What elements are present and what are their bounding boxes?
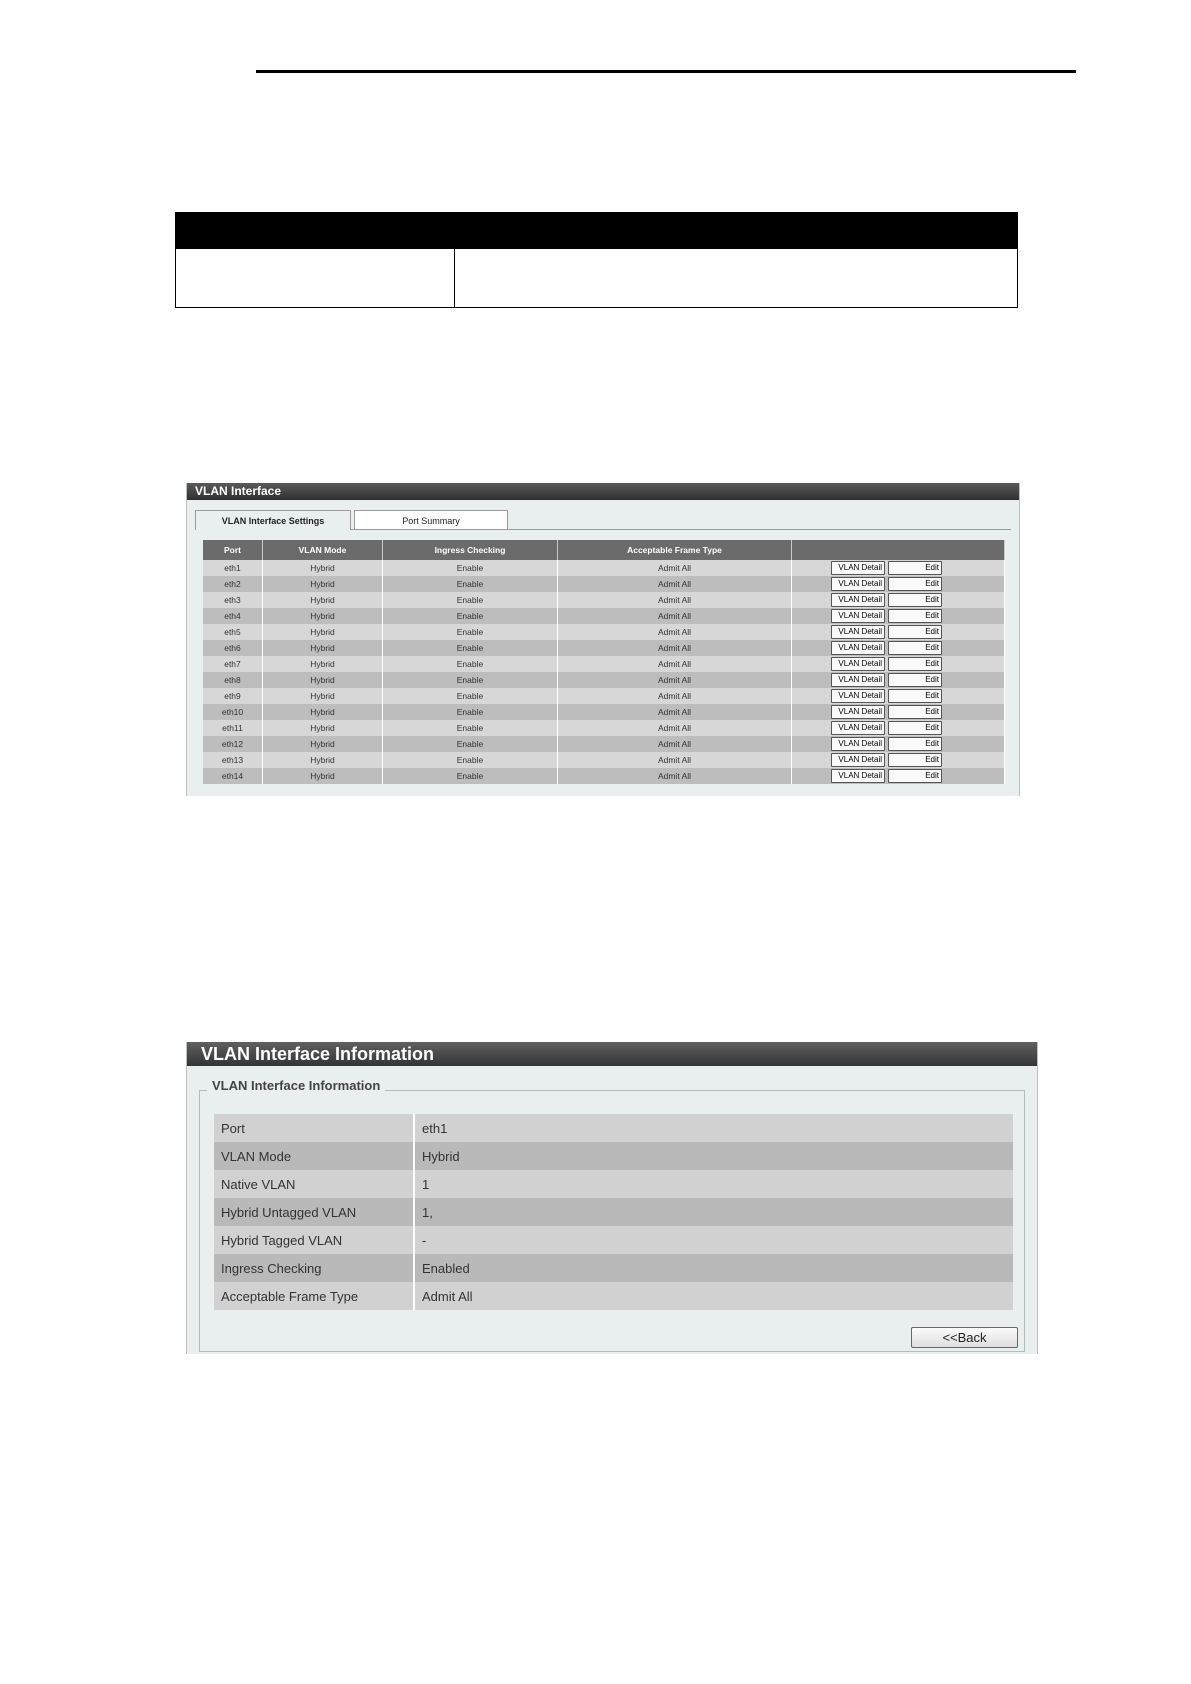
edit-button[interactable]: Edit <box>888 641 942 655</box>
vlan-mode-cell: Hybrid <box>263 704 383 720</box>
edit-button[interactable]: Edit <box>888 593 942 607</box>
column-header-acceptable-frame-type: Acceptable Frame Type <box>558 540 792 560</box>
edit-button[interactable]: Edit <box>888 625 942 639</box>
edit-button[interactable]: Edit <box>888 561 942 575</box>
info-label: Port <box>214 1114 414 1142</box>
port-cell: eth3 <box>203 592 263 608</box>
table-row <box>203 560 1005 576</box>
table-row <box>203 704 1005 720</box>
actions-cell <box>792 592 1005 608</box>
frame-type-cell: Admit All <box>558 608 792 624</box>
ingress-checking-cell: Enable <box>383 608 558 624</box>
frame-type-cell: Admit All <box>558 704 792 720</box>
info-label: Hybrid Tagged VLAN <box>214 1226 414 1254</box>
info-label: Hybrid Untagged VLAN <box>214 1198 414 1226</box>
column-header-vlan-mode: VLAN Mode <box>263 540 383 560</box>
actions-cell <box>792 752 1005 768</box>
vlan-interface-table <box>203 540 1005 784</box>
edit-button[interactable]: Edit <box>888 609 942 623</box>
table-row <box>203 736 1005 752</box>
table-row <box>203 592 1005 608</box>
tab-divider <box>351 529 1011 530</box>
ingress-checking-cell: Enable <box>383 720 558 736</box>
vlan-mode-cell: Hybrid <box>263 736 383 752</box>
ingress-checking-cell: Enable <box>383 752 558 768</box>
actions-cell <box>792 688 1005 704</box>
vlan-mode-cell: Hybrid <box>263 688 383 704</box>
actions-cell <box>792 672 1005 688</box>
actions-cell <box>792 768 1005 784</box>
info-value: Hybrid <box>414 1142 1013 1170</box>
info-value: - <box>414 1226 1013 1254</box>
info-row <box>214 1226 1013 1254</box>
window-title: VLAN Interface Information <box>187 1042 1037 1066</box>
tab-vlan-interface-settings[interactable]: VLAN Interface Settings <box>195 510 351 530</box>
actions-cell <box>792 640 1005 656</box>
table-row <box>203 688 1005 704</box>
edit-button[interactable]: Edit <box>888 737 942 751</box>
port-cell: eth4 <box>203 608 263 624</box>
vlan-detail-button[interactable]: VLAN Detail <box>831 577 885 591</box>
table-row <box>203 720 1005 736</box>
info-value: 1, <box>414 1198 1013 1226</box>
actions-cell <box>792 704 1005 720</box>
port-cell: eth9 <box>203 688 263 704</box>
ingress-checking-cell: Enable <box>383 736 558 752</box>
column-header-ingress-checking: Ingress Checking <box>383 540 558 560</box>
port-cell: eth2 <box>203 576 263 592</box>
actions-cell <box>792 624 1005 640</box>
info-row <box>214 1114 1013 1142</box>
edit-button[interactable]: Edit <box>888 657 942 671</box>
table-row <box>203 640 1005 656</box>
info-row <box>214 1170 1013 1198</box>
info-value: 1 <box>414 1170 1013 1198</box>
port-cell: eth5 <box>203 624 263 640</box>
info-label: Native VLAN <box>214 1170 414 1198</box>
frame-type-cell: Admit All <box>558 624 792 640</box>
info-label: Acceptable Frame Type <box>214 1282 414 1310</box>
vlan-detail-button[interactable]: VLAN Detail <box>831 705 885 719</box>
edit-button[interactable]: Edit <box>888 577 942 591</box>
ingress-checking-cell: Enable <box>383 592 558 608</box>
vlan-mode-cell: Hybrid <box>263 672 383 688</box>
actions-cell <box>792 656 1005 672</box>
ingress-checking-cell: Enable <box>383 576 558 592</box>
vlan-mode-cell: Hybrid <box>263 592 383 608</box>
info-row <box>214 1254 1013 1282</box>
info-value: Admit All <box>414 1282 1013 1310</box>
vlan-mode-cell: Hybrid <box>263 560 383 576</box>
ingress-checking-cell: Enable <box>383 656 558 672</box>
table-row <box>203 656 1005 672</box>
table-row <box>203 672 1005 688</box>
port-cell: eth11 <box>203 720 263 736</box>
window-title: VLAN Interface <box>187 483 1019 500</box>
frame-type-cell: Admit All <box>558 752 792 768</box>
vlan-mode-cell: Hybrid <box>263 720 383 736</box>
vlan-detail-button[interactable]: VLAN Detail <box>831 769 885 783</box>
info-label: Ingress Checking <box>214 1254 414 1282</box>
port-cell: eth8 <box>203 672 263 688</box>
info-label: VLAN Mode <box>214 1142 414 1170</box>
frame-type-cell: Admit All <box>558 592 792 608</box>
frame-type-cell: Admit All <box>558 736 792 752</box>
frame-type-cell: Admit All <box>558 576 792 592</box>
port-cell: eth14 <box>203 768 263 784</box>
vlan-detail-button[interactable]: VLAN Detail <box>831 625 885 639</box>
frame-type-cell: Admit All <box>558 688 792 704</box>
info-row <box>214 1198 1013 1226</box>
frame-type-cell: Admit All <box>558 656 792 672</box>
column-header-port: Port <box>203 540 263 560</box>
vlan-detail-button[interactable]: VLAN Detail <box>831 609 885 623</box>
info-value: eth1 <box>414 1114 1013 1142</box>
vlan-detail-button[interactable]: VLAN Detail <box>831 721 885 735</box>
tab-port-summary[interactable]: Port Summary <box>354 510 508 530</box>
vlan-mode-cell: Hybrid <box>263 640 383 656</box>
column-header-actions <box>792 540 1005 560</box>
ingress-checking-cell: Enable <box>383 688 558 704</box>
vlan-mode-cell: Hybrid <box>263 768 383 784</box>
vlan-mode-cell: Hybrid <box>263 656 383 672</box>
actions-cell <box>792 576 1005 592</box>
info-row <box>214 1142 1013 1170</box>
frame-type-cell: Admit All <box>558 768 792 784</box>
table-row <box>203 576 1005 592</box>
vlan-detail-button[interactable]: VLAN Detail <box>831 593 885 607</box>
table-row <box>203 608 1005 624</box>
port-cell: eth1 <box>203 560 263 576</box>
parameter-table <box>175 212 1018 308</box>
vlan-mode-cell: Hybrid <box>263 752 383 768</box>
edit-button[interactable]: Edit <box>888 705 942 719</box>
ingress-checking-cell: Enable <box>383 560 558 576</box>
ingress-checking-cell: Enable <box>383 624 558 640</box>
frame-type-cell: Admit All <box>558 560 792 576</box>
edit-button[interactable]: Edit <box>888 753 942 767</box>
vlan-detail-button[interactable]: VLAN Detail <box>831 753 885 767</box>
vlan-detail-button[interactable]: VLAN Detail <box>831 657 885 671</box>
info-row <box>214 1282 1013 1310</box>
actions-cell <box>792 608 1005 624</box>
vlan-mode-cell: Hybrid <box>263 608 383 624</box>
ingress-checking-cell: Enable <box>383 640 558 656</box>
info-value: Enabled <box>414 1254 1013 1282</box>
ingress-checking-cell: Enable <box>383 704 558 720</box>
actions-cell <box>792 736 1005 752</box>
ingress-checking-cell: Enable <box>383 672 558 688</box>
frame-type-cell: Admit All <box>558 672 792 688</box>
vlan-detail-button[interactable]: VLAN Detail <box>831 737 885 751</box>
vlan-detail-button[interactable]: VLAN Detail <box>831 673 885 687</box>
port-cell: eth6 <box>203 640 263 656</box>
table-row <box>203 624 1005 640</box>
table-header-row <box>203 540 1005 560</box>
parameter-cell <box>176 249 455 307</box>
vlan-detail-button[interactable]: VLAN Detail <box>831 561 885 575</box>
port-cell: eth12 <box>203 736 263 752</box>
vlan-detail-button[interactable]: VLAN Detail <box>831 689 885 703</box>
header-rule <box>256 70 1076 73</box>
vlan-mode-cell: Hybrid <box>263 624 383 640</box>
description-cell <box>455 249 1017 307</box>
edit-button[interactable]: Edit <box>888 721 942 735</box>
port-cell: eth10 <box>203 704 263 720</box>
parameter-table-row <box>176 249 1017 307</box>
parameter-table-header <box>176 213 1017 249</box>
edit-button[interactable]: Edit <box>888 673 942 687</box>
table-row <box>203 768 1005 784</box>
vlan-interface-information-window <box>186 1042 1038 1354</box>
edit-button[interactable]: Edit <box>888 769 942 783</box>
port-cell: eth7 <box>203 656 263 672</box>
vlan-mode-cell: Hybrid <box>263 576 383 592</box>
vlan-interface-window <box>186 483 1020 796</box>
frame-type-cell: Admit All <box>558 720 792 736</box>
vlan-detail-button[interactable]: VLAN Detail <box>831 641 885 655</box>
table-row <box>203 752 1005 768</box>
edit-button[interactable]: Edit <box>888 689 942 703</box>
ingress-checking-cell: Enable <box>383 768 558 784</box>
fieldset-legend: VLAN Interface Information <box>207 1078 385 1093</box>
actions-cell <box>792 560 1005 576</box>
frame-type-cell: Admit All <box>558 640 792 656</box>
port-cell: eth13 <box>203 752 263 768</box>
back-button[interactable]: <<Back <box>911 1327 1018 1348</box>
actions-cell <box>792 720 1005 736</box>
info-table <box>214 1114 1013 1310</box>
